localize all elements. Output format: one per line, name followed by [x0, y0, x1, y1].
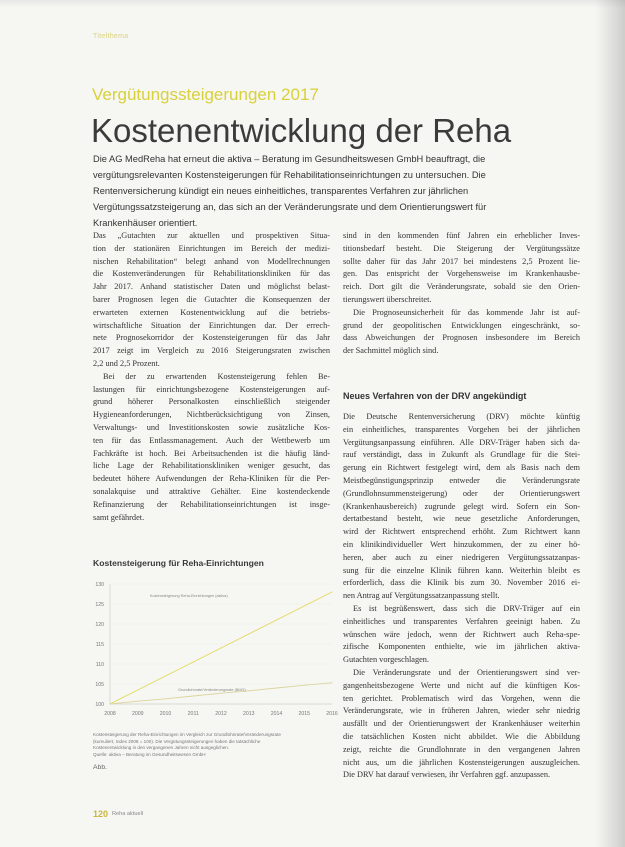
body-line: liche Lage der Rehabilitationskliniken weniger gesucht, das	[93, 461, 330, 471]
series-1-point	[220, 647, 221, 648]
body-line: lastungen für einrichtungsbezogene Kostensteigerungen auf-	[93, 384, 330, 394]
paragraph	[343, 307, 580, 358]
body-line: die Kostenveränderungen für Rehabilitationskliniken für das	[93, 269, 330, 279]
lead-line: Vergütungssatzsteigerung an, das sich an der Veränderungsrate und dem Orientierungswert für	[93, 202, 487, 212]
y-tick-label: 100	[95, 701, 104, 708]
body-line: sonalakquise und attraktive Gehälter. Eine kostendeckende	[93, 486, 330, 496]
x-tick-label: 2016	[326, 711, 338, 717]
series-label: Kostensteigerung Reha-Einrichtungen (aktiva)	[150, 594, 228, 598]
body-line: nen Antrag auf Vergütungssatzanpassung stellt.	[343, 591, 500, 601]
y-tick-label: 120	[95, 621, 104, 628]
series-2-point	[137, 701, 138, 702]
section-heading: Neues Verfahren von der DRV angekündigt	[343, 391, 527, 401]
series-1-point	[331, 591, 332, 592]
series-2-point	[193, 695, 194, 696]
line-chart	[86, 575, 342, 725]
series-1-point	[193, 661, 194, 662]
body-line: barer Prognosen legen die Gutachter die Konsequenzen der	[93, 294, 330, 304]
body-line: erforderlich, dass die Klinik bis zum 30. November 2016 ei-	[343, 578, 580, 588]
body-line: 2,2 und 2,5 Prozent.	[93, 358, 160, 368]
series-label: Grundlohnrate/Veränderungsrate (BMG)	[178, 688, 246, 692]
body-line: reich. Dort gilt die Veränderungsrate, sobald sie den Orien-	[343, 282, 580, 292]
body-line: die tatsächlichen Kosten nicht abbildet. Wie die Abbildung	[343, 731, 580, 741]
series-1-point	[137, 689, 138, 690]
body-line: tion der stationären Einrichtungen im Bereich der medizi-	[93, 243, 330, 253]
y-tick-label: 110	[95, 661, 104, 668]
paragraph	[93, 230, 330, 371]
lead-line: Die AG MedReha hat erneut die aktiva – Beratung im Gesundheitswesen GmbH beauftragt, die	[93, 154, 486, 164]
body-line: Veränderungsrate, wie in früheren Jahren, wieder sehr niedrig	[343, 706, 580, 716]
lead-line: vergütungsrelevanten Kostensteigerungen für Rehabilitationseinrichtungen zu untersuchen. Die	[93, 170, 486, 180]
body-line: einheitliches und transparentes Verfahren geeinigt haben. Zu	[343, 616, 580, 626]
x-tick-label: 2009	[131, 711, 144, 717]
body-line: Jahr 2017. Anhand statistischer Daten und möglichst belast-	[93, 282, 330, 292]
lead-line: Krankenhäuser orientiert.	[93, 218, 198, 228]
page-number: 120	[93, 809, 109, 819]
body-line: sung für die einzelne Klinik führen kann. Weiterhin bleibt es	[343, 565, 580, 575]
y-tick-label: 130	[95, 581, 104, 588]
body-line: ausfällt und der Orientierungswert der Krankenhäuser weiterhin	[343, 719, 580, 729]
body-line: wirtschaftliche Situation der Einrichtungen dar. Der errech-	[93, 320, 330, 330]
body-line: wünschen wäre jedoch, wenn der Richtwert auch Reha-spe-	[343, 629, 580, 639]
x-tick-label: 2014	[270, 711, 283, 717]
left-column	[93, 230, 330, 524]
publication-name: Reha aktuell	[112, 811, 144, 817]
body-line: ein einheitliches, transparentes Vorgehen bei der jährlichen	[343, 424, 580, 434]
x-tick-label: 2013	[242, 711, 255, 717]
body-line: gangenheitsbezogene Werte und nicht auf die künftigen Kos-	[343, 680, 580, 690]
caption-line: Kostenentwicklung in den vergangenen Jahren nicht ausgeglichen.	[93, 745, 230, 751]
x-tick-label: 2008	[104, 711, 116, 717]
caption-line: Kostensteigerung der Reha-Einrichtungen im Vergleich zur Grundlohnrate/Veränderungsrate	[93, 732, 281, 737]
lead-paragraph	[93, 151, 538, 231]
right-column-bottom	[343, 411, 580, 782]
lead-line: Rentenversicherung kündigt ein neues einheitliches, transparentes Verfahren zur jährlichen	[93, 186, 469, 196]
paragraph	[343, 603, 580, 667]
body-line: zeigt, reichte die Grundlohnrate in den vergangenen Jahren	[343, 744, 580, 754]
body-line: titionsbedarf besteht. Die Steigerung der Vergütungssätze	[343, 243, 580, 253]
section-label: Titelthema	[93, 33, 129, 40]
body-line: ein klinikindividueller Wert hinzukommen, der zu einer hö-	[343, 539, 580, 549]
series-2-point	[220, 693, 221, 694]
body-line: bedeutet höhere Aufwendungen der Reha-Kliniken für die Per-	[93, 474, 330, 484]
y-tick-label: 105	[95, 681, 104, 688]
body-line: grund der geopolitischen Entwicklungen eingeschränkt, so-	[343, 320, 580, 330]
body-line: heren, aber auch zu einer niedrigeren Vergütungssatzanpas-	[343, 552, 580, 562]
series-1-point	[276, 619, 277, 620]
series-2-point	[304, 685, 305, 686]
caption-line: Quelle: aktiva – Beratung im Gesundheitswesen GmbH	[93, 751, 206, 757]
chart-title: Kostensteigerung für Reha-Einrichtungen	[93, 558, 264, 568]
series-2-point	[165, 698, 166, 699]
body-line: gen. Das entspricht der Vorgehensweise im Krankenhausbe-	[343, 269, 580, 279]
body-line: wird der Richtwert entsprechend erhöht. Zum Richtwert kann	[343, 527, 580, 537]
series-2-point	[109, 703, 110, 704]
article-title: Kostenentwicklung der Reha	[91, 112, 512, 149]
body-line: gerung ein Richtwert festgelegt wird, dem als Basis nach dem	[343, 463, 580, 473]
paragraph	[343, 411, 580, 603]
body-line: Es ist begrüßenswert, dass sich die DRV-Träger auf ein	[353, 603, 580, 613]
body-line: sind in den kommenden fünf Jahren ein erheblicher Inves-	[343, 231, 580, 240]
body-line: Die Prognoseunsicherheit für das kommende Jahr ist auf-	[353, 307, 580, 317]
y-tick-label: 125	[95, 601, 104, 608]
body-line: Die Veränderungsrate und der Orientierungswert sind ver-	[353, 667, 580, 677]
body-line: Meistbegünstigungsprinzip entweder die Veränderungsrate	[343, 475, 580, 485]
series-2-point	[331, 682, 332, 683]
series-1-point	[165, 675, 166, 676]
figure-caption	[93, 732, 338, 758]
body-line: nischen Rehabilitation“ belegt anhand von Modellrechnungen	[93, 256, 330, 266]
paragraph	[343, 667, 580, 782]
body-line: 2017 zeigt im Vergleich zu 2016 Steigerungsraten zwischen	[93, 346, 330, 356]
body-line: ten für das Entlassmanagement. Auch der Wettbewerb um	[93, 435, 330, 445]
body-line: ten gerichtet. Problematisch wird das Vorgehen, wenn die	[343, 693, 580, 703]
body-line: nete Prognosekorridor der Kostensteigerungen für das Jahr	[93, 333, 330, 343]
body-line: Refinanzierung der Rehabilitationseinrichtungen ist insge-	[93, 499, 330, 509]
y-tick-label: 115	[95, 641, 104, 648]
x-tick-label: 2012	[215, 711, 227, 717]
body-line: grund höherer Personalkosten einschließlich steigender	[93, 397, 330, 407]
series-2-point	[276, 687, 277, 688]
body-line: dass Abweichungen der Prognosen insbesondere im Bereich	[343, 333, 580, 343]
body-line: (Grundlohnsummensteigerung) oder der Orientierungswert	[343, 488, 580, 498]
x-tick-label: 2010	[159, 711, 172, 717]
paragraph	[93, 371, 330, 525]
body-line: Vergütungsanpassung einführen. Alle DRV-Träger haben sich da-	[343, 437, 580, 447]
figure-label: Abb.	[93, 764, 107, 771]
right-column-top	[343, 230, 580, 358]
body-line: Hygieneanforderungen, Nichtberücksichtigung von Zinsen,	[93, 410, 330, 420]
body-line: erwarteten externen Kostenentwicklung auf die betriebs-	[93, 307, 330, 317]
x-tick-label: 2015	[298, 711, 311, 717]
paragraph	[343, 230, 580, 307]
body-line: rauf verständigt, dass in Zukunft als Grundlage für die Stei-	[343, 450, 580, 460]
body-line: Bei der zu erwartenden Kostensteigerung fehlen Be-	[103, 371, 330, 381]
body-line: (Krankenhausbereich) zugrunde gelegt wird. Sofern ein Son-	[343, 501, 580, 511]
body-line: sollte daher für das Jahr 2017 bei mindestens 2,5 Prozent lie-	[343, 256, 580, 266]
body-line: Verwaltungs- und Investitionskosten sowie zusätzliche Kos-	[93, 422, 330, 432]
body-line: Die Deutsche Rentenversicherung (DRV) möchte künftig	[343, 412, 580, 421]
body-line: tierungswert überschreitet.	[343, 294, 432, 304]
series-1-point	[248, 633, 249, 634]
body-line: Die DRV hat darauf verwiesen, ihr Verfahren ggf. anzupassen.	[343, 770, 551, 780]
caption-line: (kumuliert, Index 2008 = 100). Die Vergütungssteigerungen haben die tatsächliche	[93, 738, 261, 744]
body-line: Das „Gutachten zur aktuellen und prospektiven Situa-	[93, 231, 330, 240]
body-line: nicht aus, um die jährlichen Kostensteigerungen auszugleichen.	[343, 757, 580, 767]
body-line: dertatbestand besteht, wie neue gesetzliche Anforderungen,	[343, 514, 580, 524]
body-line: zifische Komponenten enthielte, wie im jährlichen aktiva-	[343, 642, 580, 652]
body-line: Gutachten vorgeschlagen.	[343, 655, 430, 665]
body-line: samt gefährdet.	[93, 512, 145, 522]
body-line: der Sachmittel möglich sind.	[343, 346, 439, 356]
series-1-point	[304, 605, 305, 606]
scan-top-shadow	[0, 0, 625, 8]
x-tick-label: 2011	[187, 711, 199, 717]
series-2-point	[248, 690, 249, 691]
body-line: Fachkräfte ist hoch. Bei Arbeitsuchenden ist die häufig länd-	[93, 448, 330, 458]
article-kicker: Vergütungssteigerungen 2017	[92, 85, 319, 104]
scan-edge-shadow	[595, 0, 625, 847]
